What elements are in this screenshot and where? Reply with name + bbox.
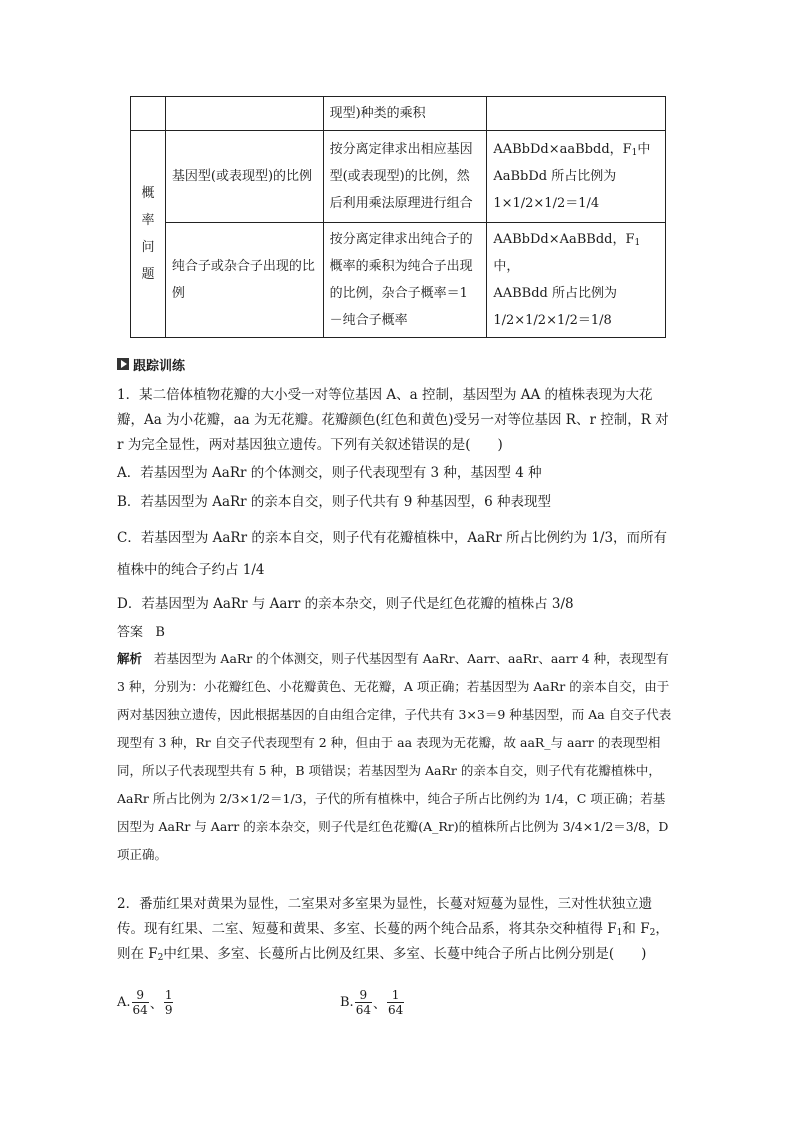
table-cell: 基因型(或表现型)的比例 — [165, 131, 323, 223]
option-c: C．若基因型为 AaRr 的亲本自交，则子代有花瓣植株中，AaRr 所占比例约为 1/3，而所有植株中的纯合子约占 1/4 — [117, 530, 668, 578]
question-1-stem: 1．某二倍体植物花瓣的大小受一对等位基因 A、a 控制，基因型为 AA 的植株表现为大花瓣，Aa 为小花瓣，aa 为无花瓣。花瓣颜色(红色和黄色)受另一对等位基因 R、r 控制，R 对 r 为完全显性，两对基因独立遗传。下列有关叙述错误的是( ) — [117, 387, 669, 453]
answer-line — [117, 620, 677, 645]
fraction: $\frac{1}{64}$ — [387, 988, 404, 1017]
explanation-text: 若基因型为 AaRr 的个体测交，则子代基因型有 AaRr、Aarr、aaRr、aarr 4 种，表现型有 3 种，分别为：小花瓣红色、小花瓣黄色、无花瓣，A 项正确；若基因型为 AaRr 的亲本自交，由于两对基因独立遗传，因此根据基因的自由组合定律，子代共有 3×3＝9 种基因型，而 Aa 自交子代表现型有 3 种，Rr 自交子代表现型有 2 种，但由于 aa 表现为无花瓣，故 aaR_与 aarr 的表现型相同，所以子代表现型共有 5 种，B 项错误；若基因型为 AaRr 的亲本自交，则子代有花瓣植株中，AaRr 所占比例为 2/3×1/2＝1/3，子代的所有植株中，纯合子所占比例约为 1/4，C 项正确；若基因型为 AaRr 与 Aarr 的亲本杂交，则子代是红色花瓣(A_Rr)的植株所占比例为 3/4×1/2＝3/8，D 项正确。 — [117, 651, 672, 862]
example-line: AABbDd×aaBbdd，$F_1$中 — [493, 142, 651, 158]
category-char: 问 — [141, 240, 155, 255]
option-b: B．若基因型为 AaRr 的亲本自交，则子代共有 9 种基因型，6 种表现型 — [117, 494, 551, 510]
table-row — [131, 223, 666, 338]
table-cell — [165, 97, 323, 131]
option-a: A．若基因型为 AaRr 的个体测交，则子代表现型有 3 种，基因型 4 种 — [117, 465, 542, 481]
fraction: $\frac{9}{64}$ — [132, 988, 148, 1017]
category-char: 概 — [141, 186, 155, 201]
option-b: B. $\frac{9}{64}$ 、 $\frac{1}{64}$ — [340, 988, 404, 1017]
option-a: A. $\frac{9}{64}$ 、 $\frac{1}{9}$ — [117, 988, 173, 1017]
rules-table — [130, 96, 666, 338]
example-line: AABBdd 所占比例为 — [493, 286, 617, 301]
example-line: AABbDd×AaBBdd，$F_1$中， — [493, 232, 641, 274]
example-line: AaBbDd 所占比例为 — [493, 169, 617, 184]
category-cell — [131, 131, 166, 338]
explanation-label: 解析 — [117, 651, 143, 666]
table-cell — [487, 223, 666, 338]
section-title: 跟踪训练 — [133, 358, 186, 374]
section-header — [117, 355, 677, 373]
option-d: D．若基因型为 AaRr 与 Aarr 的亲本杂交，则子代是红色花瓣的植株占 3/8 — [117, 596, 574, 612]
table-cell: 按分离定律求出纯合子的概率的乘积为纯合子出现的比例，杂合子概率＝1－纯合子概率 — [323, 223, 487, 338]
category-char: 率 — [141, 213, 155, 228]
question-2-stem: 2．番茄红果对黄果为显性，二室果对多室果为显性，长蔓对短蔓为显性，三对性状独立遗传。现有红果、二室、短蔓和黄果、多室、长蔓的两个纯合品系，将其杂交种植得 $F_1$和 $F_2$，则在 $F_2$中红果、多室、长蔓所占比例及红果、多室、长蔓中纯合子所占比例分别是( ) — [117, 896, 669, 963]
table-cell: 纯合子或杂合子出现的比例 — [165, 223, 323, 338]
table-cell — [487, 131, 666, 223]
table-row — [131, 131, 666, 223]
table-cell — [131, 97, 166, 131]
fraction: $\frac{1}{9}$ — [164, 988, 173, 1017]
explanation — [117, 645, 677, 869]
answer-value: B — [155, 625, 165, 640]
table-cell: 现型)种类的乘积 — [323, 97, 487, 131]
table-row — [131, 97, 666, 131]
example-line: 1×1/2×1/2＝1/4 — [493, 196, 600, 211]
example-line: 1/2×1/2×1/2＝1/8 — [493, 313, 612, 328]
category-char: 题 — [141, 267, 155, 282]
play-icon — [117, 358, 129, 370]
table-cell: 按分离定律求出相应基因型(或表现型)的比例，然后利用乘法原理进行组合 — [323, 131, 487, 223]
table-cell — [487, 97, 666, 131]
fraction: $\frac{9}{64}$ — [355, 988, 371, 1017]
answer-label: 答案 — [117, 625, 144, 640]
